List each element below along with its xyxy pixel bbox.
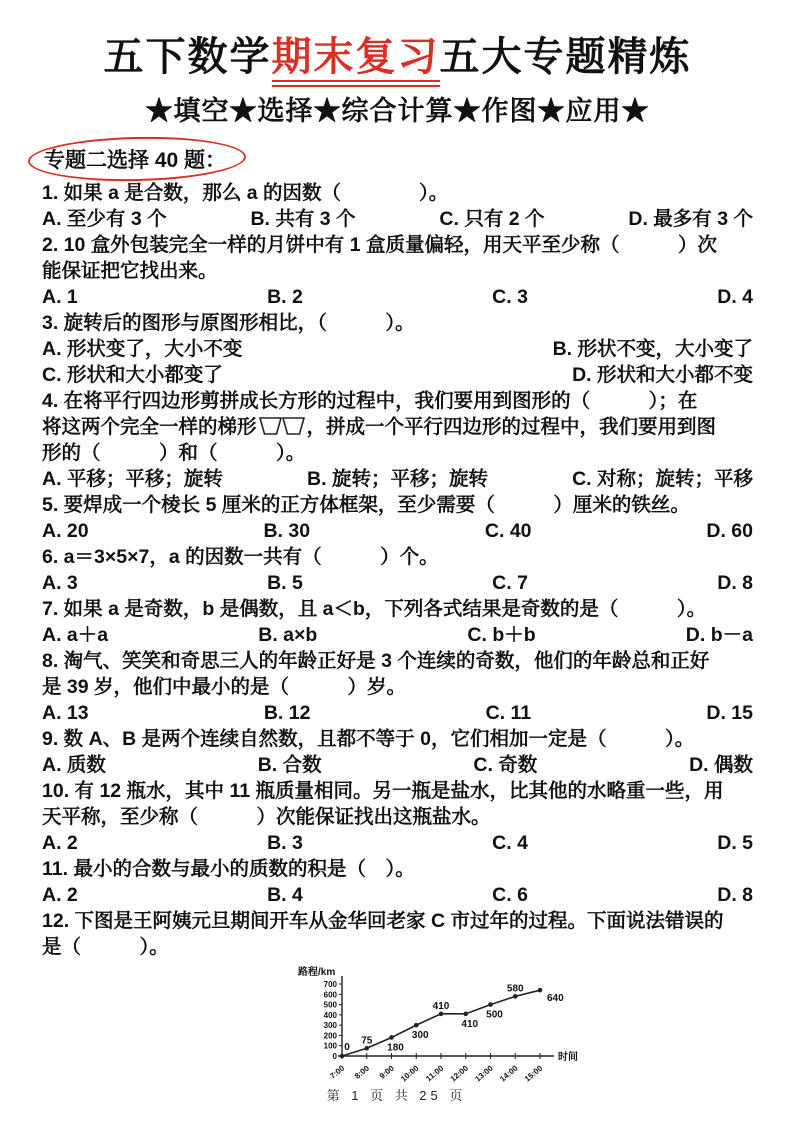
question-text: 1. 如果 a 是合数，那么 a 的因数（ ）。 bbox=[42, 182, 449, 204]
question-text: 3. 旋转后的图形与原图形相比，（ ）。 bbox=[42, 312, 415, 334]
page-title bbox=[42, 34, 753, 80]
option: A. 平移；平移；旋转 bbox=[42, 468, 223, 490]
options-row bbox=[42, 466, 753, 492]
option: A. 2 bbox=[42, 832, 78, 854]
option: A. 至少有 3 个 bbox=[42, 208, 167, 230]
y-tick-label: 400 bbox=[323, 1010, 337, 1020]
option: C. 形状和大小都变了 bbox=[42, 364, 223, 386]
chart-data-point bbox=[364, 1046, 369, 1051]
option: A. 13 bbox=[42, 702, 89, 724]
option: B. 形状不变，大小变了 bbox=[552, 338, 753, 360]
chart-data-point bbox=[538, 988, 543, 993]
chart-data-point bbox=[439, 1012, 444, 1017]
option: C. 11 bbox=[485, 702, 532, 724]
option: A. 2 bbox=[42, 884, 78, 906]
question-text: 11. 最小的合数与最小的质数的积是（ ）。 bbox=[42, 858, 415, 880]
option: C. 对称；旋转；平移 bbox=[572, 468, 753, 490]
y-tick-label: 0 bbox=[332, 1052, 337, 1061]
option: B. a×b bbox=[258, 624, 318, 646]
question-text: 是 39 岁，他们中最小的是（ ）岁。 bbox=[42, 676, 407, 698]
option: B. 共有 3 个 bbox=[250, 208, 356, 230]
question-text: 6. a＝3×5×7，a 的因数一共有（ ）个。 bbox=[42, 546, 439, 568]
option: C. 6 bbox=[492, 884, 528, 906]
option: C. 4 bbox=[492, 832, 528, 854]
x-tick-label: 10:00 bbox=[399, 1063, 421, 1084]
option: D. 8 bbox=[717, 884, 753, 906]
option: A. 质数 bbox=[42, 754, 106, 776]
x-tick-label: 7:00 bbox=[328, 1063, 347, 1081]
question-text: 10. 有 12 瓶水，其中 11 瓶质量相同。另一瓶是盐水，比其他的水略重一些，用 bbox=[42, 780, 724, 802]
y-tick-label: 300 bbox=[323, 1021, 337, 1031]
option: B. 12 bbox=[263, 702, 311, 724]
point-value-label: 580 bbox=[506, 983, 524, 995]
options-row bbox=[42, 336, 753, 362]
x-tick-label: 14:00 bbox=[498, 1063, 520, 1084]
y-tick-label: 600 bbox=[323, 990, 337, 1000]
y-tick-label: 200 bbox=[323, 1031, 337, 1041]
section-heading-wrap bbox=[34, 140, 753, 176]
option: C. b＋b bbox=[467, 624, 536, 646]
question-text: 12. 下图是王阿姨元旦期间开车从金华回老家 C 市过年的过程。下面说法错误的 bbox=[42, 910, 724, 932]
question-text bbox=[42, 414, 753, 440]
options-row bbox=[42, 752, 753, 778]
option: D. 偶数 bbox=[689, 754, 753, 776]
option: C. 7 bbox=[492, 572, 528, 594]
option: D. 5 bbox=[717, 832, 753, 854]
option: D. 4 bbox=[717, 286, 753, 308]
point-value-label: 500 bbox=[486, 1009, 503, 1021]
option: A. 形状变了，大小不变 bbox=[42, 338, 243, 360]
page-footer: 第 1 页 共 25 页 bbox=[326, 1088, 467, 1103]
options-row bbox=[42, 206, 753, 232]
option: C. 奇数 bbox=[473, 754, 538, 776]
option: B. 3 bbox=[267, 832, 303, 854]
option: B. 2 bbox=[267, 286, 303, 308]
question-text-part: 将这两个完全一样的梯形 bbox=[42, 416, 257, 438]
chart-x-axis-label: 时间 bbox=[558, 1052, 578, 1063]
point-value-label: 180 bbox=[387, 1042, 404, 1054]
option: D. 15 bbox=[706, 702, 753, 724]
chart-data-point bbox=[488, 1002, 493, 1007]
trapezoid-pair-icon bbox=[259, 417, 305, 436]
question-rows bbox=[42, 180, 753, 960]
option: B. 30 bbox=[263, 520, 311, 542]
question-text: 形的（ ）和（ ）。 bbox=[42, 442, 306, 464]
x-tick-label: 15:00 bbox=[522, 1063, 545, 1084]
distance-time-chart bbox=[294, 964, 594, 1092]
question-text: 天平称，至少称（ ）次能保证找出这瓶盐水。 bbox=[42, 806, 491, 828]
chart-data-point bbox=[414, 1023, 419, 1028]
title-prefix: 五下数学 bbox=[103, 35, 272, 79]
y-tick-label: 100 bbox=[323, 1041, 337, 1051]
x-tick-label: 12:00 bbox=[448, 1063, 471, 1084]
option: D. 60 bbox=[706, 520, 753, 542]
title-suffix: 五大专题精炼 bbox=[439, 35, 692, 79]
options-row bbox=[42, 518, 753, 544]
option: A. 20 bbox=[42, 520, 89, 542]
option: A. 1 bbox=[42, 286, 78, 308]
options-row bbox=[42, 622, 753, 648]
option: C. 3 bbox=[492, 286, 528, 308]
point-value-label: 0 bbox=[344, 1042, 350, 1053]
chart-data-point bbox=[389, 1035, 394, 1040]
option: B. 4 bbox=[267, 884, 303, 906]
question-text: 4. 在将平行四边形剪拼成长方形的过程中，我们要用到图形的（ ）；在 bbox=[42, 390, 698, 412]
options-row bbox=[42, 362, 753, 388]
option: D. b－a bbox=[685, 624, 753, 646]
option: D. 8 bbox=[717, 572, 753, 594]
options-row bbox=[42, 284, 753, 310]
option: B. 旋转；平移；旋转 bbox=[307, 468, 488, 490]
x-tick-label: 8:00 bbox=[352, 1063, 372, 1081]
title-highlight: 期末复习 bbox=[272, 35, 440, 87]
chart-data-point bbox=[513, 994, 518, 999]
option: D. 形状和大小都不变 bbox=[572, 364, 753, 386]
point-value-label: 640 bbox=[547, 993, 564, 1005]
option: C. 40 bbox=[484, 520, 532, 542]
point-value-label: 410 bbox=[432, 1000, 450, 1012]
question-text: 8. 淘气、笑笑和奇思三人的年龄正好是 3 个连续的奇数，他们的年龄总和正好 bbox=[42, 650, 710, 672]
subtitle: ★填空★选择★综合计算★作图★应用★ bbox=[145, 96, 650, 126]
option: A. 3 bbox=[42, 572, 78, 594]
options-row bbox=[42, 700, 753, 726]
option: C. 只有 2 个 bbox=[439, 208, 545, 230]
option: B. 合数 bbox=[257, 754, 322, 776]
option: A. a＋a bbox=[42, 624, 109, 646]
question-text: 5. 要焊成一个棱长 5 厘米的正方体框架，至少需要（ ）厘米的铁丝。 bbox=[42, 494, 690, 516]
question-text: 9. 数 A、B 是两个连续自然数，且都不等于 0，它们相加一定是（ ）。 bbox=[42, 728, 695, 750]
question-text: 2. 10 盒外包装完全一样的月饼中有 1 盒质量偏轻，用天平至少称（ ）次 bbox=[42, 234, 717, 256]
question-text: 能保证把它找出来。 bbox=[42, 260, 218, 282]
point-value-label: 410 bbox=[461, 1018, 479, 1030]
question-text-part: ，拼成一个平行四边形的过程中，我们要用到图 bbox=[306, 416, 717, 438]
y-tick-label: 500 bbox=[323, 1000, 337, 1010]
chart-data-point bbox=[340, 1054, 345, 1059]
option: D. 最多有 3 个 bbox=[628, 208, 753, 230]
question-text: 是（ ）。 bbox=[42, 936, 169, 958]
options-row bbox=[42, 830, 753, 856]
point-value-label: 300 bbox=[411, 1030, 429, 1042]
chart-data-point bbox=[463, 1012, 468, 1017]
option: B. 5 bbox=[267, 572, 303, 594]
chart-wrap bbox=[294, 964, 753, 1097]
x-tick-label: 9:00 bbox=[377, 1063, 396, 1081]
x-tick-label: 11:00 bbox=[424, 1063, 446, 1084]
chart-y-axis-label: 路程/km bbox=[298, 967, 336, 978]
x-tick-label: 13:00 bbox=[473, 1063, 495, 1084]
question-text: 7. 如果 a 是奇数，b 是偶数，且 a＜b，下列各式结果是奇数的是（ ）。 bbox=[42, 598, 707, 620]
point-value-label: 75 bbox=[361, 1035, 373, 1047]
y-tick-label: 700 bbox=[323, 980, 337, 989]
options-row bbox=[42, 570, 753, 596]
section-heading-text: 专题二选择 40 题： bbox=[44, 149, 227, 172]
section-heading bbox=[34, 140, 242, 178]
options-row bbox=[42, 882, 753, 908]
